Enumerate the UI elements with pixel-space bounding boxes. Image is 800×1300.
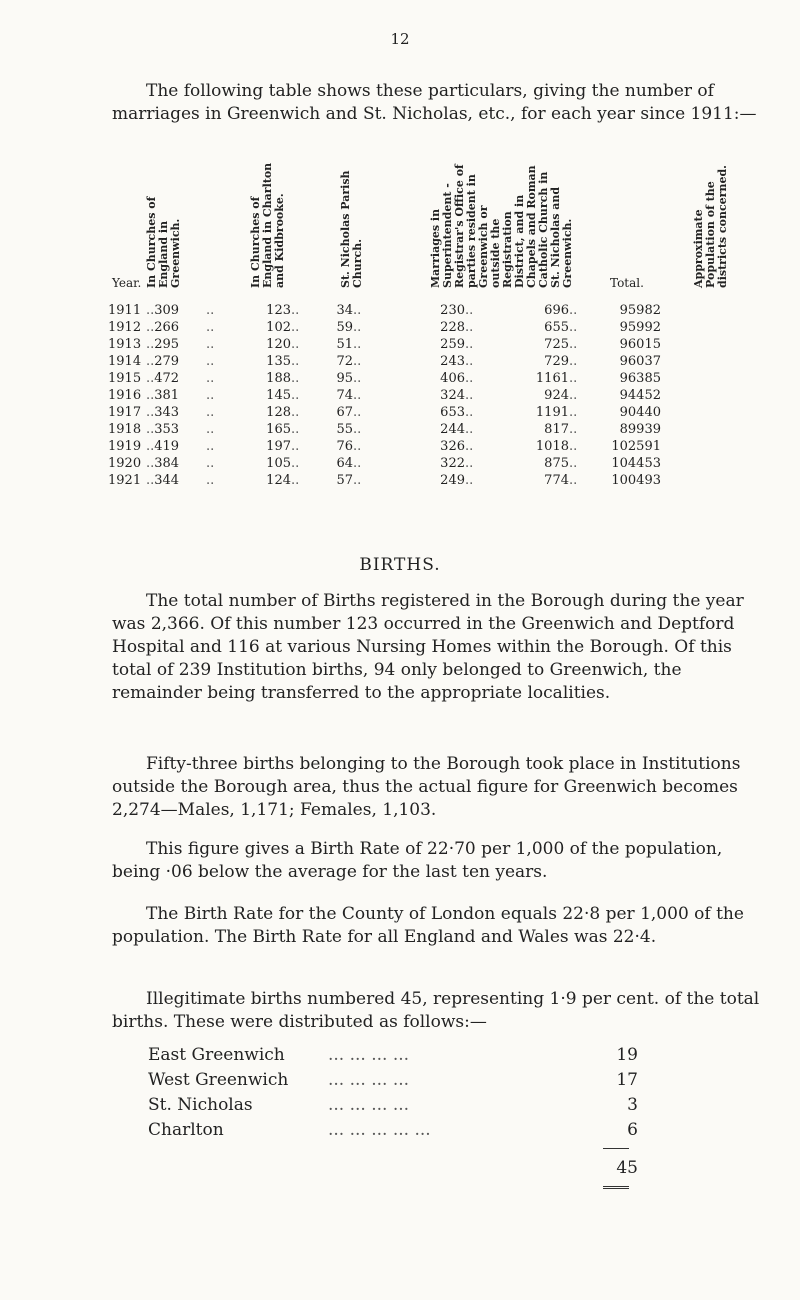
cell-value: 90440 — [619, 405, 661, 420]
table-cell-total — [465, 302, 569, 319]
cell-value: 1018 — [535, 439, 569, 454]
cell-value: 1916 — [108, 388, 142, 403]
header-population: Approximate Population of the districts concerned. — [692, 165, 729, 288]
leader-dots: .. — [569, 337, 578, 352]
leader-dots: .. — [291, 405, 300, 420]
leader-dots: .. — [569, 422, 578, 437]
table-row — [108, 336, 661, 353]
table-cell-year — [108, 336, 146, 353]
table-cell-total — [465, 370, 569, 387]
leader-dots: .. — [465, 439, 474, 454]
leader-dots: .. — [206, 303, 215, 318]
cell-value: 279 — [154, 354, 180, 369]
cell-value: 259 — [440, 337, 465, 352]
cell-value: 249 — [440, 473, 465, 488]
births-paragraph-5: Illegitimate births numbered 45, representing 1·9 per cent. of the total births. These were distributed as follows:— — [112, 989, 760, 1032]
table-cell-st-nicholas — [291, 387, 353, 404]
cell-value: 343 — [154, 405, 180, 420]
births-heading: BIRTHS. — [359, 555, 441, 575]
cell-value: 128 — [266, 405, 291, 420]
cell-value: 95 — [336, 371, 353, 386]
leader-dots: .. — [569, 371, 578, 386]
leader-dots: .. — [206, 422, 215, 437]
cell-value: 774 — [544, 473, 569, 488]
table-cell-greenwich — [146, 421, 206, 438]
distribution-total: 45 — [616, 1158, 638, 1178]
table-cell-year — [108, 370, 146, 387]
table-cell-greenwich — [146, 336, 206, 353]
leader-dots: .. — [291, 422, 300, 437]
cell-value: 104453 — [611, 456, 661, 471]
table-cell-population — [569, 421, 661, 438]
leader-dots: .. — [353, 388, 362, 403]
table-cell-st-nicholas — [291, 353, 353, 370]
cell-value: 1914 — [108, 354, 142, 369]
table-row — [108, 370, 661, 387]
cell-value: 696 — [544, 303, 569, 318]
table-cell-st-nicholas — [291, 370, 353, 387]
leader-dots: .. — [146, 439, 155, 454]
table-cell-registrar — [353, 336, 465, 353]
leader-dots: .. — [146, 320, 155, 335]
table-cell-total — [465, 421, 569, 438]
leader-dots: .. — [146, 337, 155, 352]
table-row — [108, 455, 661, 472]
table-cell-greenwich — [146, 404, 206, 421]
cell-value: 57 — [336, 473, 353, 488]
list-item: East Greenwich ... ... ... ... 19 — [148, 1044, 638, 1065]
table-cell-charlton — [206, 404, 291, 421]
cell-value: 51 — [336, 337, 353, 352]
table-cell-year — [108, 404, 146, 421]
table-cell-registrar — [353, 302, 465, 319]
cell-value: 67 — [336, 405, 353, 420]
table-cell-registrar — [353, 404, 465, 421]
leader-dots: .. — [465, 303, 474, 318]
cell-value: 105 — [266, 456, 291, 471]
table-cell-registrar — [353, 370, 465, 387]
cell-value: 324 — [440, 388, 465, 403]
table-cell-total — [465, 387, 569, 404]
leader-dots: .. — [353, 337, 362, 352]
leader-dots: .. — [206, 456, 215, 471]
marriages-table — [108, 302, 661, 489]
leader-dots: .. — [569, 439, 578, 454]
total-double-rule — [603, 1186, 629, 1189]
leader-dots: .. — [291, 473, 300, 488]
cell-value: 1921 — [108, 473, 142, 488]
leader-dots: .. — [353, 422, 362, 437]
table-cell-greenwich — [146, 319, 206, 336]
table-cell-greenwich — [146, 370, 206, 387]
table-row — [108, 319, 661, 336]
table-cell-greenwich — [146, 472, 206, 489]
table-cell-st-nicholas — [291, 302, 353, 319]
leader-dots: .. — [206, 337, 215, 352]
table-cell-total — [465, 404, 569, 421]
cell-value: 266 — [154, 320, 180, 335]
cell-value: 875 — [544, 456, 569, 471]
leader-dots: .. — [569, 473, 578, 488]
table-cell-st-nicholas — [291, 438, 353, 455]
cell-value: 655 — [544, 320, 569, 335]
cell-value: 729 — [544, 354, 569, 369]
leader-dots: .. — [569, 303, 578, 318]
table-cell-population — [569, 302, 661, 319]
leader-dots: .. — [206, 354, 215, 369]
leader-dots: .. — [206, 371, 215, 386]
cell-value: 1911 — [108, 303, 142, 318]
table-cell-greenwich — [146, 387, 206, 404]
table-cell-greenwich — [146, 455, 206, 472]
cell-value: 472 — [154, 371, 180, 386]
cell-value: 64 — [336, 456, 353, 471]
intro-paragraph: The following table shows these particulars, giving the number of marriages in Greenwich and St. Nicholas, etc., for each year since 1911:— — [112, 81, 757, 124]
table-cell-total — [465, 353, 569, 370]
leader-dots: .. — [291, 371, 300, 386]
leader-dots: .. — [465, 337, 474, 352]
table-cell-population — [569, 353, 661, 370]
leader-dots: .. — [291, 439, 300, 454]
table-cell-population — [569, 336, 661, 353]
table-row — [108, 302, 661, 319]
leader-dots: .. — [291, 337, 300, 352]
leader-dots: .. — [569, 320, 578, 335]
table-cell-registrar — [353, 387, 465, 404]
cell-value: 295 — [154, 337, 180, 352]
header-greenwich: In Churches of England in Greenwich. — [145, 196, 182, 288]
cell-value: 102591 — [611, 439, 661, 454]
table-cell-population — [569, 404, 661, 421]
leader-dots: .. — [465, 473, 474, 488]
table-cell-year — [108, 353, 146, 370]
cell-value: 188 — [266, 371, 291, 386]
cell-value: 344 — [154, 473, 180, 488]
table-cell-total — [465, 438, 569, 455]
cell-value: 1915 — [108, 371, 142, 386]
table-cell-st-nicholas — [291, 404, 353, 421]
cell-value: 135 — [266, 354, 291, 369]
header-registrar: Marriages in Superintendent - Registrar's Office of parties resident in Greenwich or outside the Registration District, and in Chapels and Roman Catholic Church in St. Nicholas and Greenwich. — [429, 164, 574, 288]
cell-value: 72 — [336, 354, 353, 369]
leader-dots: .. — [465, 388, 474, 403]
cell-value: 95982 — [619, 303, 661, 318]
leader-dots: .. — [146, 354, 155, 369]
leader-dots: .. — [353, 371, 362, 386]
cell-value: 1920 — [108, 456, 142, 471]
table-cell-greenwich — [146, 302, 206, 319]
table-cell-total — [465, 472, 569, 489]
cell-value: 817 — [544, 422, 569, 437]
table-cell-registrar — [353, 438, 465, 455]
leader-dots: .. — [206, 473, 215, 488]
table-cell-year — [108, 302, 146, 319]
table-row — [108, 438, 661, 455]
leader-dots: .. — [291, 456, 300, 471]
cell-value: 1191 — [535, 405, 569, 420]
leader-dots: .. — [465, 320, 474, 335]
leader-dots: .. — [569, 354, 578, 369]
cell-value: 89939 — [619, 422, 661, 437]
cell-value: 406 — [440, 371, 465, 386]
table-cell-total — [465, 455, 569, 472]
leader-dots: .. — [465, 354, 474, 369]
cell-value: 230 — [440, 303, 465, 318]
table-row — [108, 472, 661, 489]
table-cell-charlton — [206, 302, 291, 319]
cell-value: 55 — [336, 422, 353, 437]
cell-value: 1161 — [535, 371, 569, 386]
cell-value: 123 — [266, 303, 291, 318]
list-item: Charlton ... ... ... ... ... 6 — [148, 1119, 638, 1140]
header-year: Year. — [112, 276, 142, 290]
leader-dots: .. — [353, 405, 362, 420]
table-cell-year — [108, 438, 146, 455]
leader-dots: .. — [291, 303, 300, 318]
leader-dots: .. — [206, 388, 215, 403]
table-cell-charlton — [206, 421, 291, 438]
leader-dots: .. — [465, 422, 474, 437]
cell-value: 34 — [336, 303, 353, 318]
leader-dots: .. — [569, 405, 578, 420]
table-cell-population — [569, 438, 661, 455]
cell-value: 653 — [440, 405, 465, 420]
cell-value: 244 — [440, 422, 465, 437]
table-cell-registrar — [353, 421, 465, 438]
leader-dots: .. — [206, 439, 215, 454]
table-row — [108, 421, 661, 438]
cell-value: 243 — [440, 354, 465, 369]
cell-value: 120 — [266, 337, 291, 352]
leader-dots: .. — [146, 303, 155, 318]
list-item: West Greenwich ... ... ... ... 17 — [148, 1069, 638, 1090]
leader-dots: .. — [206, 405, 215, 420]
cell-value: 76 — [336, 439, 353, 454]
table-cell-st-nicholas — [291, 336, 353, 353]
table-cell-population — [569, 455, 661, 472]
births-paragraph-3: This figure gives a Birth Rate of 22·70 per 1,000 of the population, being ·06 below the average for the last ten years. — [112, 839, 723, 882]
table-cell-year — [108, 472, 146, 489]
leader-dots: .. — [291, 320, 300, 335]
table-cell-st-nicholas — [291, 472, 353, 489]
table-cell-charlton — [206, 438, 291, 455]
table-cell-charlton — [206, 336, 291, 353]
table-cell-charlton — [206, 472, 291, 489]
total-rule — [603, 1148, 629, 1149]
leader-dots: .. — [569, 456, 578, 471]
table-cell-total — [465, 336, 569, 353]
cell-value: 326 — [440, 439, 465, 454]
table-cell-charlton — [206, 387, 291, 404]
leader-dots: .. — [146, 371, 155, 386]
table-cell-population — [569, 472, 661, 489]
cell-value: 100493 — [611, 473, 661, 488]
table-cell-registrar — [353, 472, 465, 489]
table-row — [108, 353, 661, 370]
cell-value: 59 — [336, 320, 353, 335]
leader-dots: .. — [465, 371, 474, 386]
births-paragraph-2: Fifty-three births belonging to the Borough took place in Institutions outside the Borough area, thus the actual figure for Greenwich becomes 2,274—Males, 1,171; Females, 1,103. — [112, 754, 741, 820]
cell-value: 1913 — [108, 337, 142, 352]
table-cell-population — [569, 387, 661, 404]
table-cell-registrar — [353, 455, 465, 472]
cell-value: 1919 — [108, 439, 142, 454]
header-total: Total. — [610, 276, 644, 290]
cell-value: 1917 — [108, 405, 142, 420]
leader-dots: .. — [146, 422, 155, 437]
leader-dots: .. — [353, 439, 362, 454]
leader-dots: .. — [291, 354, 300, 369]
leader-dots: .. — [291, 388, 300, 403]
leader-dots: .. — [146, 388, 155, 403]
table-cell-year — [108, 455, 146, 472]
table-cell-greenwich — [146, 438, 206, 455]
births-paragraph-1: The total number of Births registered in the Borough during the year was 2,366. Of this number 123 occurred in the Greenwich and Deptford Hospital and 116 at various Nursing Homes within the Borough. Of this total of 239 Institution births, 94 only belonged to Greenwich, the remainder being transferred to the appropriate localities. — [112, 591, 744, 703]
illegitimate-distribution — [148, 1042, 638, 1142]
leader-dots: .. — [353, 473, 362, 488]
header-charlton: In Churches of England in Charlton and Kidbrooke. — [249, 162, 286, 288]
cell-value: 145 — [266, 388, 291, 403]
leader-dots: .. — [569, 388, 578, 403]
table-cell-total — [465, 319, 569, 336]
table-cell-charlton — [206, 370, 291, 387]
cell-value: 96385 — [619, 371, 661, 386]
cell-value: 124 — [266, 473, 291, 488]
leader-dots: .. — [353, 354, 362, 369]
cell-value: 102 — [266, 320, 291, 335]
table-row — [108, 387, 661, 404]
leader-dots: .. — [146, 473, 155, 488]
table-cell-year — [108, 319, 146, 336]
table-cell-charlton — [206, 319, 291, 336]
leader-dots: .. — [465, 456, 474, 471]
leader-dots: .. — [206, 320, 215, 335]
cell-value: 228 — [440, 320, 465, 335]
cell-value: 96037 — [619, 354, 661, 369]
cell-value: 1912 — [108, 320, 142, 335]
table-cell-st-nicholas — [291, 319, 353, 336]
cell-value: 381 — [154, 388, 180, 403]
cell-value: 165 — [266, 422, 291, 437]
table-cell-charlton — [206, 455, 291, 472]
cell-value: 322 — [440, 456, 465, 471]
cell-value: 74 — [336, 388, 353, 403]
table-cell-population — [569, 370, 661, 387]
cell-value: 197 — [266, 439, 291, 454]
cell-value: 94452 — [619, 388, 661, 403]
page-number: 12 — [390, 30, 410, 48]
cell-value: 384 — [154, 456, 180, 471]
table-cell-registrar — [353, 319, 465, 336]
table-cell-st-nicholas — [291, 421, 353, 438]
table-cell-year — [108, 421, 146, 438]
cell-value: 353 — [154, 422, 180, 437]
cell-value: 1918 — [108, 422, 142, 437]
table-row — [108, 404, 661, 421]
cell-value: 725 — [544, 337, 569, 352]
cell-value: 96015 — [619, 337, 661, 352]
leader-dots: .. — [465, 405, 474, 420]
leader-dots: .. — [353, 320, 362, 335]
leader-dots: .. — [146, 456, 155, 471]
table-cell-charlton — [206, 353, 291, 370]
table-cell-population — [569, 319, 661, 336]
list-item: St. Nicholas ... ... ... ... 3 — [148, 1094, 638, 1115]
cell-value: 309 — [154, 303, 180, 318]
leader-dots: .. — [353, 303, 362, 318]
table-cell-registrar — [353, 353, 465, 370]
births-paragraph-4: The Birth Rate for the County of London equals 22·8 per 1,000 of the population. The Birth Rate for all England and Wales was 22·4. — [112, 904, 744, 947]
cell-value: 924 — [544, 388, 569, 403]
cell-value: 95992 — [619, 320, 661, 335]
leader-dots: .. — [146, 405, 155, 420]
cell-value: 419 — [154, 439, 180, 454]
table-cell-st-nicholas — [291, 455, 353, 472]
leader-dots: .. — [353, 456, 362, 471]
table-cell-year — [108, 387, 146, 404]
header-st-nicholas: St. Nicholas Parish Church. — [339, 170, 364, 288]
table-cell-greenwich — [146, 353, 206, 370]
